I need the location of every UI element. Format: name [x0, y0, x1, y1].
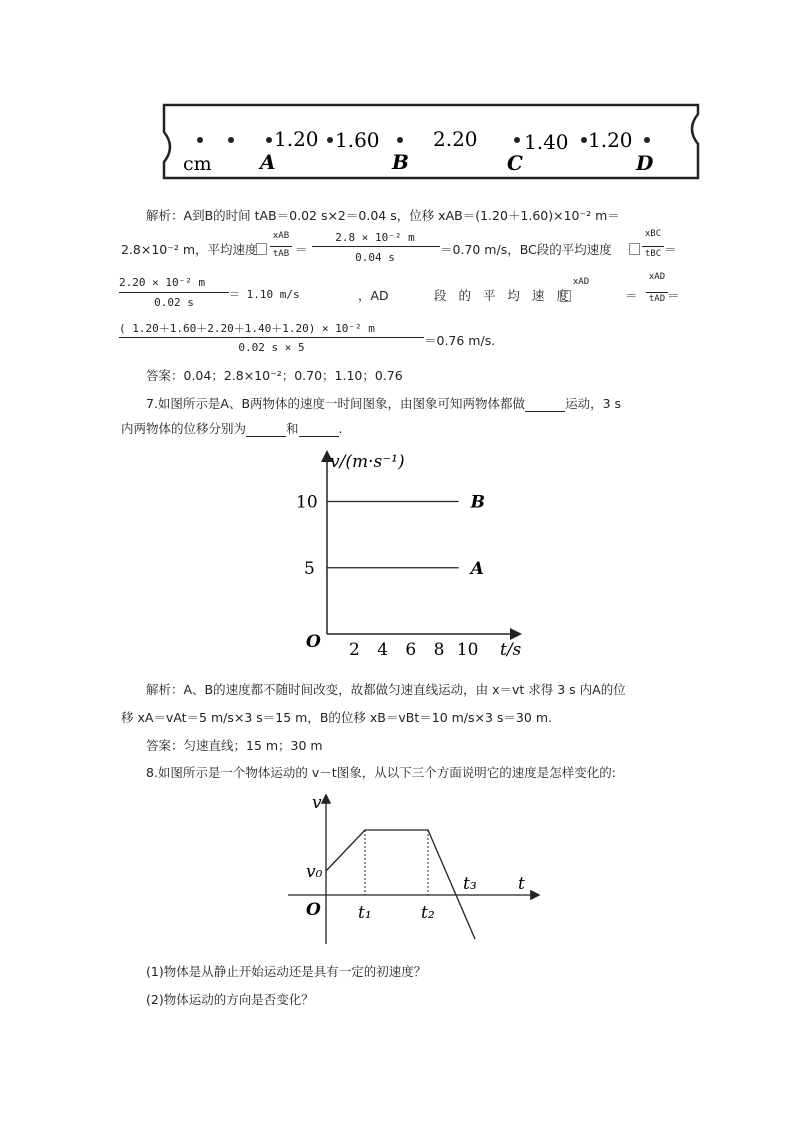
- frac-28-den: 0.04 s: [355, 251, 395, 264]
- solution6-line4-tail: ＝0.76 m/s.: [424, 333, 496, 348]
- frac-xbc: xBC: [644, 229, 662, 239]
- tape-measure-2: 1.60: [335, 128, 380, 152]
- tape-measure-5: 1.20: [588, 128, 633, 152]
- solution6-line3-d: 段 的 平 均 速 度: [434, 288, 573, 303]
- frac-xad-2: xAD: [648, 272, 666, 282]
- frac-tbc: tBC: [644, 249, 662, 259]
- q8-t-label: t: [518, 874, 525, 894]
- solution6-answer: 答案：0.04；2.8×10⁻²；0.70；1.10；0.76: [146, 368, 403, 383]
- q8-v0-label: v₀: [306, 862, 323, 882]
- solution7-line2: 移 xA＝vAt＝5 m/s×3 s＝15 m，B的位移 xB＝vBt＝10 m/s×3 s＝30 m.: [121, 710, 552, 725]
- tape-unit: cm: [183, 153, 212, 175]
- y-tick-label: 10: [296, 492, 318, 513]
- x-tick-label: 2: [349, 640, 360, 660]
- solution7-answer: 答案：匀速直线；15 m；30 m: [146, 738, 323, 753]
- frac-220-num: 2.20 × 10⁻² m: [119, 276, 206, 289]
- solution6-line3-c: ，AD: [358, 288, 389, 303]
- frac-sum-num: ( 1.20＋1.60＋2.20＋1.40＋1.20) × 10⁻² m: [119, 322, 375, 335]
- q8-velocity-line: [326, 830, 475, 939]
- tape-dot-c: [514, 137, 520, 143]
- tape-dot-a: [266, 137, 272, 143]
- x-tick-label: 4: [377, 640, 389, 660]
- tape-measure-1: 1.20: [274, 127, 319, 151]
- frac-xab: xAB: [272, 231, 290, 241]
- series-label-b: B: [470, 492, 485, 513]
- tape-dot: [327, 137, 333, 143]
- x-tick-label: 10: [456, 640, 479, 660]
- origin-label: O: [306, 632, 321, 652]
- tape-measure-3: 2.20: [433, 127, 478, 151]
- x-tick-label: 6: [405, 640, 417, 660]
- blank-2: [246, 424, 286, 437]
- q7-line1: 7.如图所示是A、B两物体的速度一时间图象，由图象可知两物体都做 运动，3 s: [146, 396, 622, 411]
- blank-1: [525, 399, 565, 412]
- solution6-lead: 解析：: [146, 208, 184, 223]
- tape-label-c: C: [507, 151, 523, 175]
- q8-t2-label: t₂: [421, 903, 435, 923]
- vbar-symbol: [629, 243, 640, 255]
- solution6-line2-b: ＝0.70 m/s，BC段的平均速度: [440, 242, 612, 257]
- x-axis-label: t/s: [500, 640, 522, 660]
- q8-v-label: v: [312, 793, 322, 813]
- vbar-symbol: [560, 290, 571, 302]
- frac-28-num: 2.8 × 10⁻² m: [335, 231, 415, 244]
- q8-vt-graph: [288, 788, 548, 948]
- tape-dot-b: [397, 137, 403, 143]
- frac-xad: xAD: [572, 277, 590, 287]
- tape-dot: [197, 137, 203, 143]
- frac-tad: tAD: [648, 294, 666, 304]
- tape-dot: [581, 137, 587, 143]
- tape-dot: [228, 137, 234, 143]
- solution6-line2-a: 2.8×10⁻² m，平均速度: [121, 242, 258, 257]
- solution6-line1: 解析：A到B的时间 tAB＝0.02 s×2＝0.04 s，位移 xAB＝(1.20＋1.60)×10⁻² m＝: [146, 208, 620, 223]
- q8-sub1: (1)物体是从静止开始运动还是具有一定的初速度？: [146, 964, 427, 979]
- frac-220-den: 0.02 s: [154, 296, 194, 309]
- x-tick-label: 8: [433, 640, 445, 660]
- series-label-a: A: [470, 558, 484, 579]
- q7-line2: 内两物体的位移分别为 和 .: [121, 421, 343, 436]
- q8-origin: O: [306, 900, 321, 920]
- ticker-tape-figure: [150, 98, 710, 188]
- q8-text: 8.如图所示是一个物体运动的 v－t图象，从以下三个方面说明它的速度是怎样变化的:: [146, 765, 616, 780]
- vt-chart: [290, 445, 530, 663]
- tape-label-d: D: [636, 151, 654, 175]
- q8-t3-label: t₃: [463, 874, 477, 894]
- vbar-symbol: [256, 243, 267, 255]
- solution7-line1: 解析：A、B的速度都不随时间改变，故都做匀速直线运动，由 x＝vt 求得 3 s 内A的位: [146, 682, 626, 697]
- y-axis-label: v/(m·s⁻¹): [330, 452, 405, 472]
- solution6-line3-b: ＝ 1.10 m/s: [229, 288, 300, 301]
- tape-dot-d: [644, 137, 650, 143]
- tape-label-a: A: [260, 150, 276, 174]
- frac-sum-den: 0.02 s × 5: [238, 341, 305, 354]
- q8-sub2: (2)物体运动的方向是否变化？: [146, 992, 314, 1007]
- tape-measure-4: 1.40: [524, 130, 569, 154]
- q8-t1-label: t₁: [358, 903, 372, 923]
- frac-tab: tAB: [272, 249, 290, 259]
- tape-label-b: B: [392, 150, 409, 174]
- y-tick-label: 5: [304, 558, 315, 579]
- blank-3: [299, 424, 339, 437]
